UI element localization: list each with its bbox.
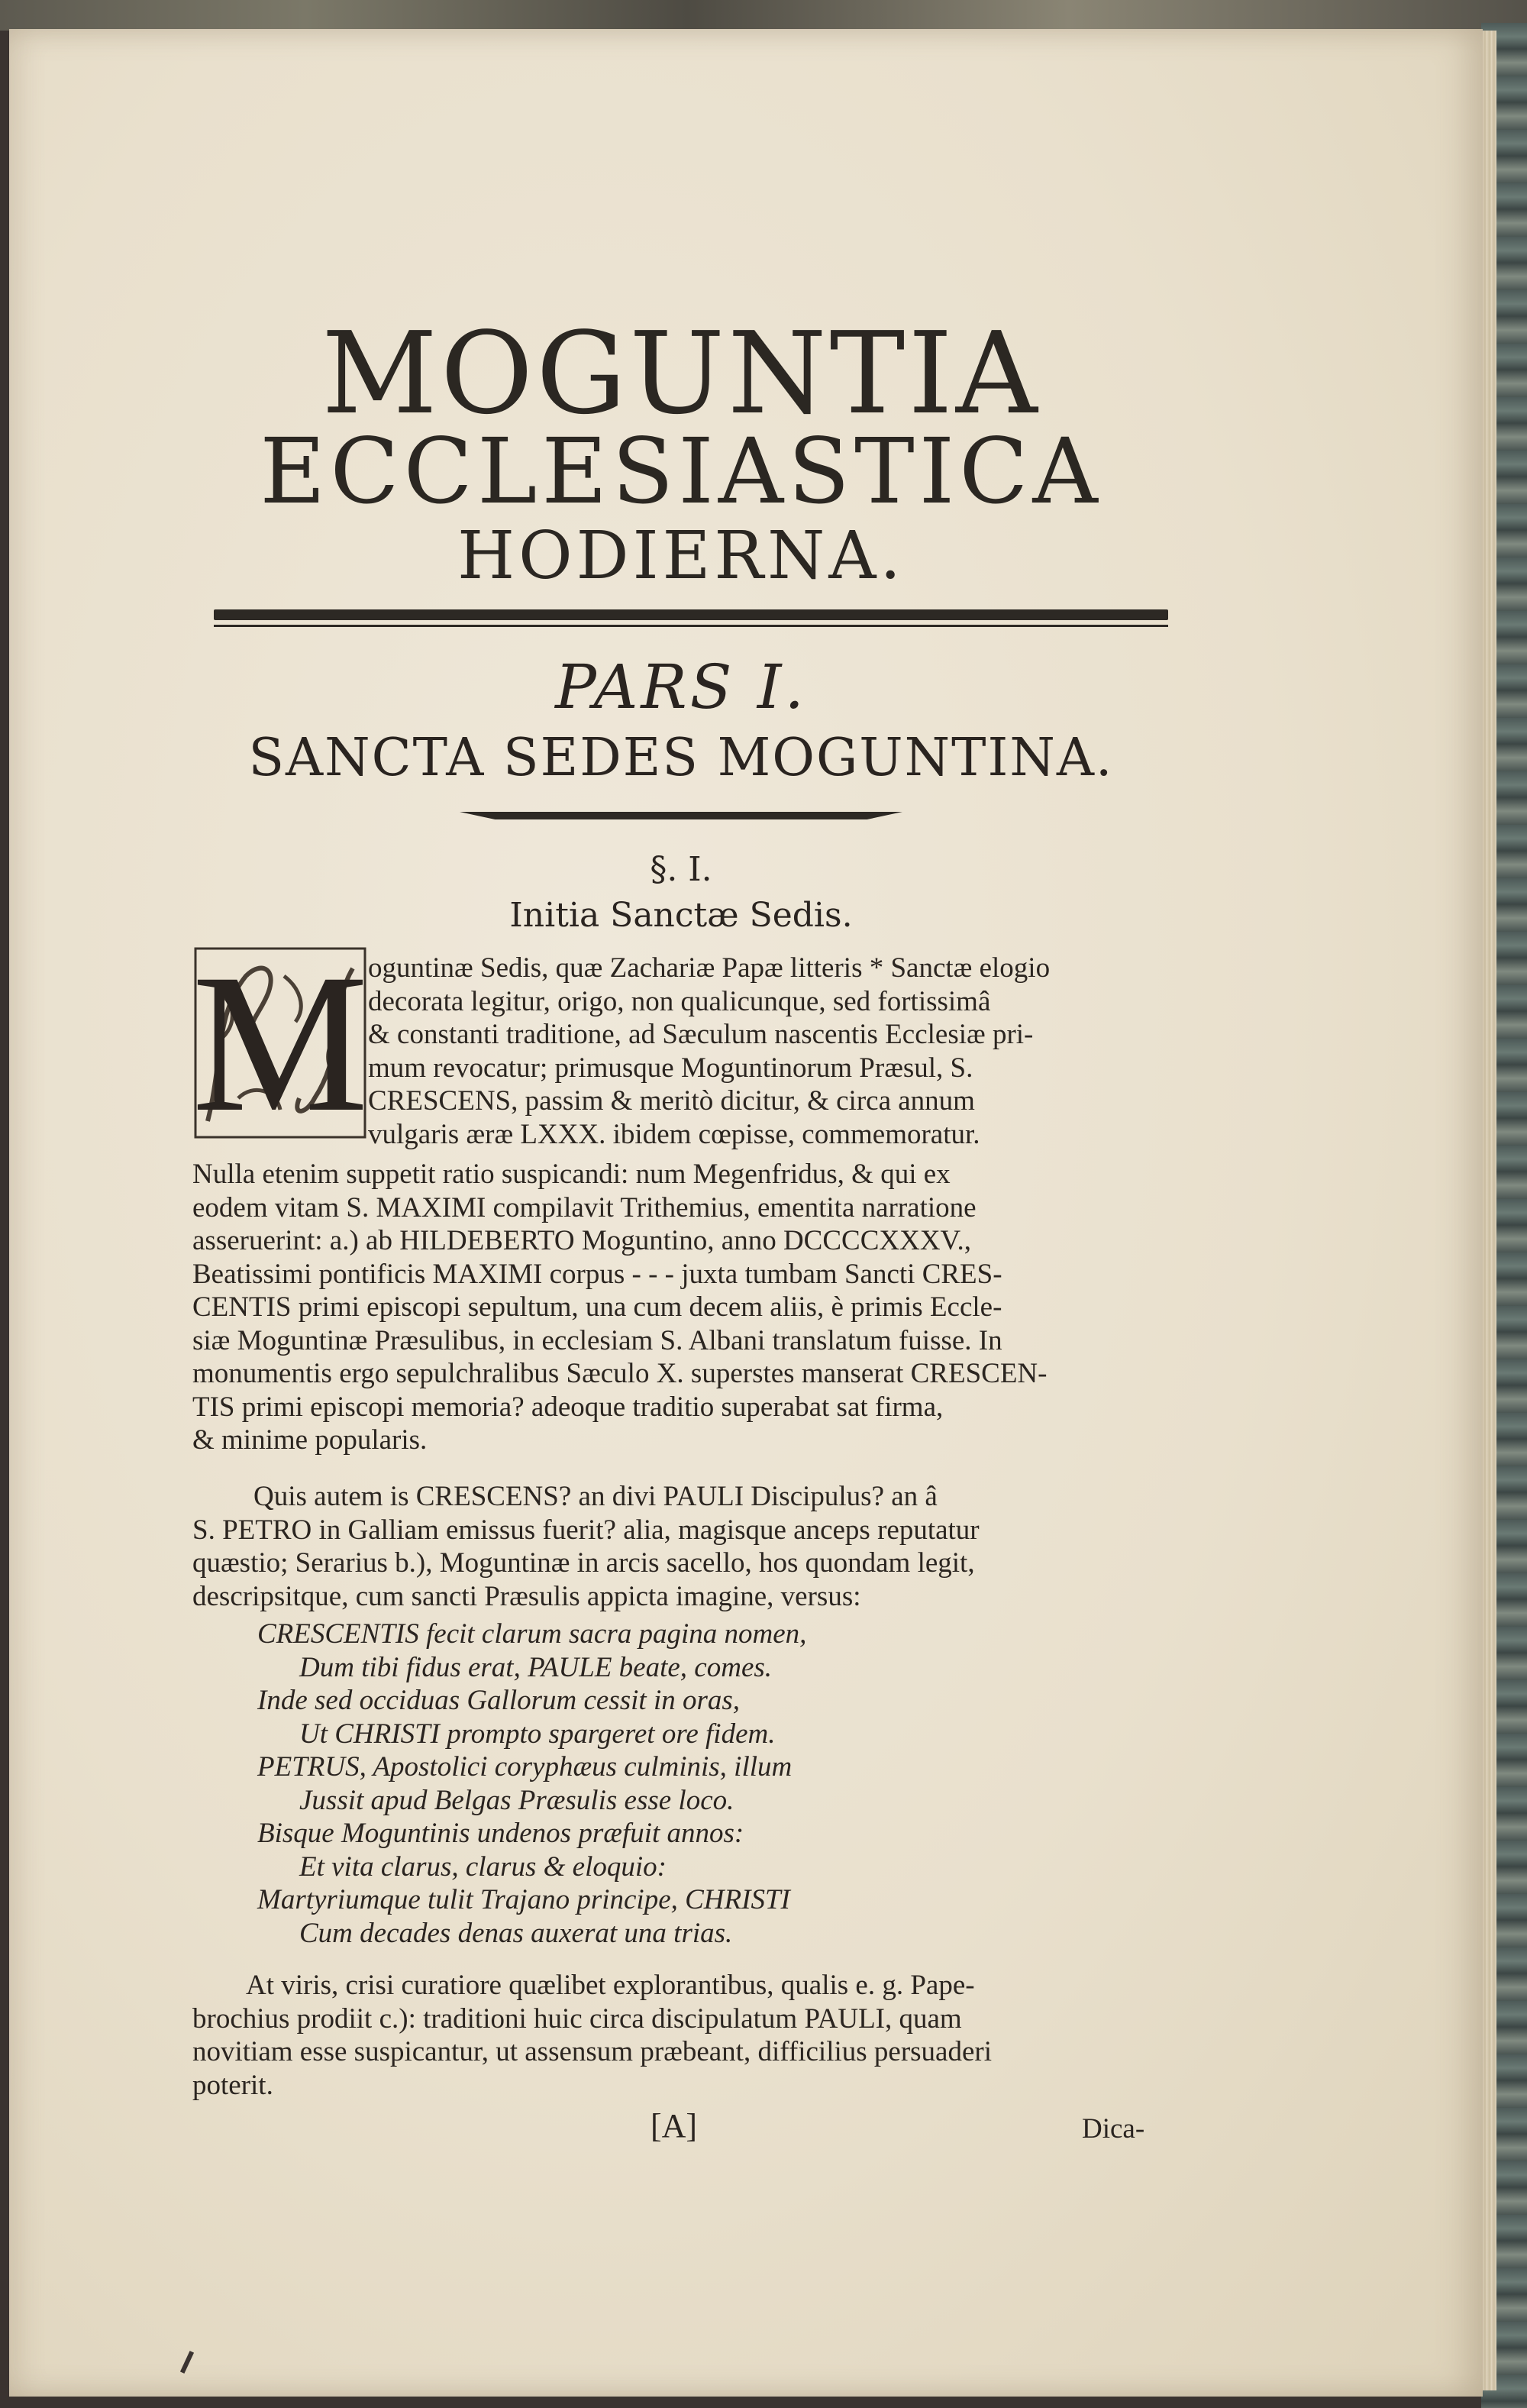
text-line: CRESCENS, passim & meritò dicitur, & circa annum: [368, 1085, 975, 1117]
text-line: siæ Moguntinæ Præsulibus, in ecclesiam S. Albani translatum fuisse. In: [192, 1324, 1002, 1356]
text-line: TIS primi episcopi memoria? adeoque traditio superabat sat firma,: [192, 1391, 944, 1423]
initial-letter: M: [192, 932, 369, 1153]
text-line: & constanti traditione, ad Sæculum nascentis Ecclesiæ pri-: [368, 1019, 1034, 1050]
text-line: descripsitque, cum sancti Præsulis appicta imagine, versus:: [192, 1580, 861, 1612]
text-line: Quis autem is CRESCENS? an divi PAULI Discipulus? an â: [253, 1481, 938, 1512]
decorated-initial: [192, 932, 369, 1153]
text-line: decorata legitur, origo, non qualicunque, sed fortissimâ: [368, 985, 991, 1017]
text-line: eodem vitam S. MAXIMI compilavit Trithemius, ementita narratione: [192, 1191, 977, 1223]
title-rule: [214, 609, 1168, 620]
text-line: CENTIS primi episcopi sepultum, una cum decem aliis, è primis Eccle-: [192, 1291, 1002, 1323]
book-page: [9, 29, 1483, 2397]
paragraph-1-body: [192, 1158, 1162, 1457]
paragraph-2: [192, 1480, 1162, 1613]
text-line: oguntinæ Sedis, quæ Zachariæ Papæ litteris * Sanctæ elogio: [368, 952, 1051, 984]
verse-line: CRESCENTIS fecit clarum sacra pagina nomen,: [257, 1618, 807, 1650]
text-line: Beatissimi pontificis MAXIMI corpus - - - juxta tumbam Sancti CRES-: [192, 1258, 1002, 1290]
verse-line: Dum tibi fidus erat, PAULE beate, comes.: [299, 1651, 773, 1683]
text-line: novitiam esse suspicantur, ut assensum præbeant, difficilius persuaderi: [192, 2036, 992, 2067]
text-line: S. PETRO in Galliam emissus fuerit? alia, magisque anceps reputatur: [192, 1514, 980, 1546]
verse-line: Cum decades denas auxerat una trias.: [299, 1917, 733, 1949]
text-line: mum revocatur; primusque Moguntinorum Præsul, S.: [368, 1052, 973, 1084]
text-line: vulgaris æræ LXXX. ibidem cœpisse, commemoratur.: [368, 1118, 980, 1150]
verse-line: PETRUS, Apostolici coryphæus culminis, illum: [257, 1751, 793, 1783]
text-line: poterit.: [192, 2069, 273, 2101]
catchword: Dica-: [1082, 2113, 1145, 2145]
part-rule: [460, 812, 902, 819]
signature-mark: [A]: [651, 2107, 698, 2145]
text-line: monumentis ergo sepulchralibus Sæculo X. superstes manserat CRESCEN-: [192, 1358, 1048, 1389]
part-heading: PARS I.: [555, 651, 807, 722]
text-line: Nulla etenim suppetit ratio suspicandi: num Megenfridus, & qui ex: [192, 1159, 951, 1190]
text-line: brochius prodiit c.): traditioni huic circa discipulatum PAULI, quam: [192, 2002, 962, 2035]
text-line: asseruerint: a.) ab HILDEBERTO Moguntino, anno DCCCCXXXV.,: [192, 1225, 971, 1256]
text-line: At viris, crisi curatiore quælibet explorantibus, qualis e. g. Pape-: [246, 1970, 975, 2001]
text-line: & minime popularis.: [192, 1424, 428, 1456]
verse-line: Martyriumque tulit Trajano principe, CHRISTI: [257, 1884, 790, 1915]
verse-line: Ut CHRISTI prompto spargeret ore fidem.: [299, 1718, 776, 1750]
verse-line: Jussit apud Belgas Præsulis esse loco.: [299, 1784, 734, 1816]
cover-top-edge: [0, 0, 1527, 31]
section-number: §. I.: [650, 850, 712, 889]
title-main: MOGUNTIA: [321, 308, 1041, 439]
verse-line: Bisque Moguntinis undenos præfuit annos:: [257, 1818, 744, 1849]
paragraph-3: [192, 1969, 1162, 2102]
text-line: quæstio; Serarius b.), Moguntinæ in arcis sacello, hos quondam legit,: [192, 1547, 975, 1579]
paragraph-1-intro: [368, 952, 1162, 1151]
title-subtitle-2: HODIERNA.: [457, 518, 905, 594]
part-title: SANCTA SEDES MOGUNTINA.: [248, 728, 1114, 788]
title-subtitle: ECCLESIASTICA: [260, 419, 1102, 524]
verse-line: Inde sed occiduas Gallorum cessit in oras,: [257, 1685, 741, 1716]
verse-inscription: [257, 1618, 1173, 1950]
page-mark: [180, 2351, 194, 2374]
section-title: Initia Sanctæ Sedis.: [509, 896, 853, 935]
verse-line: Et vita clarus, clarus & eloquio:: [299, 1850, 667, 1883]
